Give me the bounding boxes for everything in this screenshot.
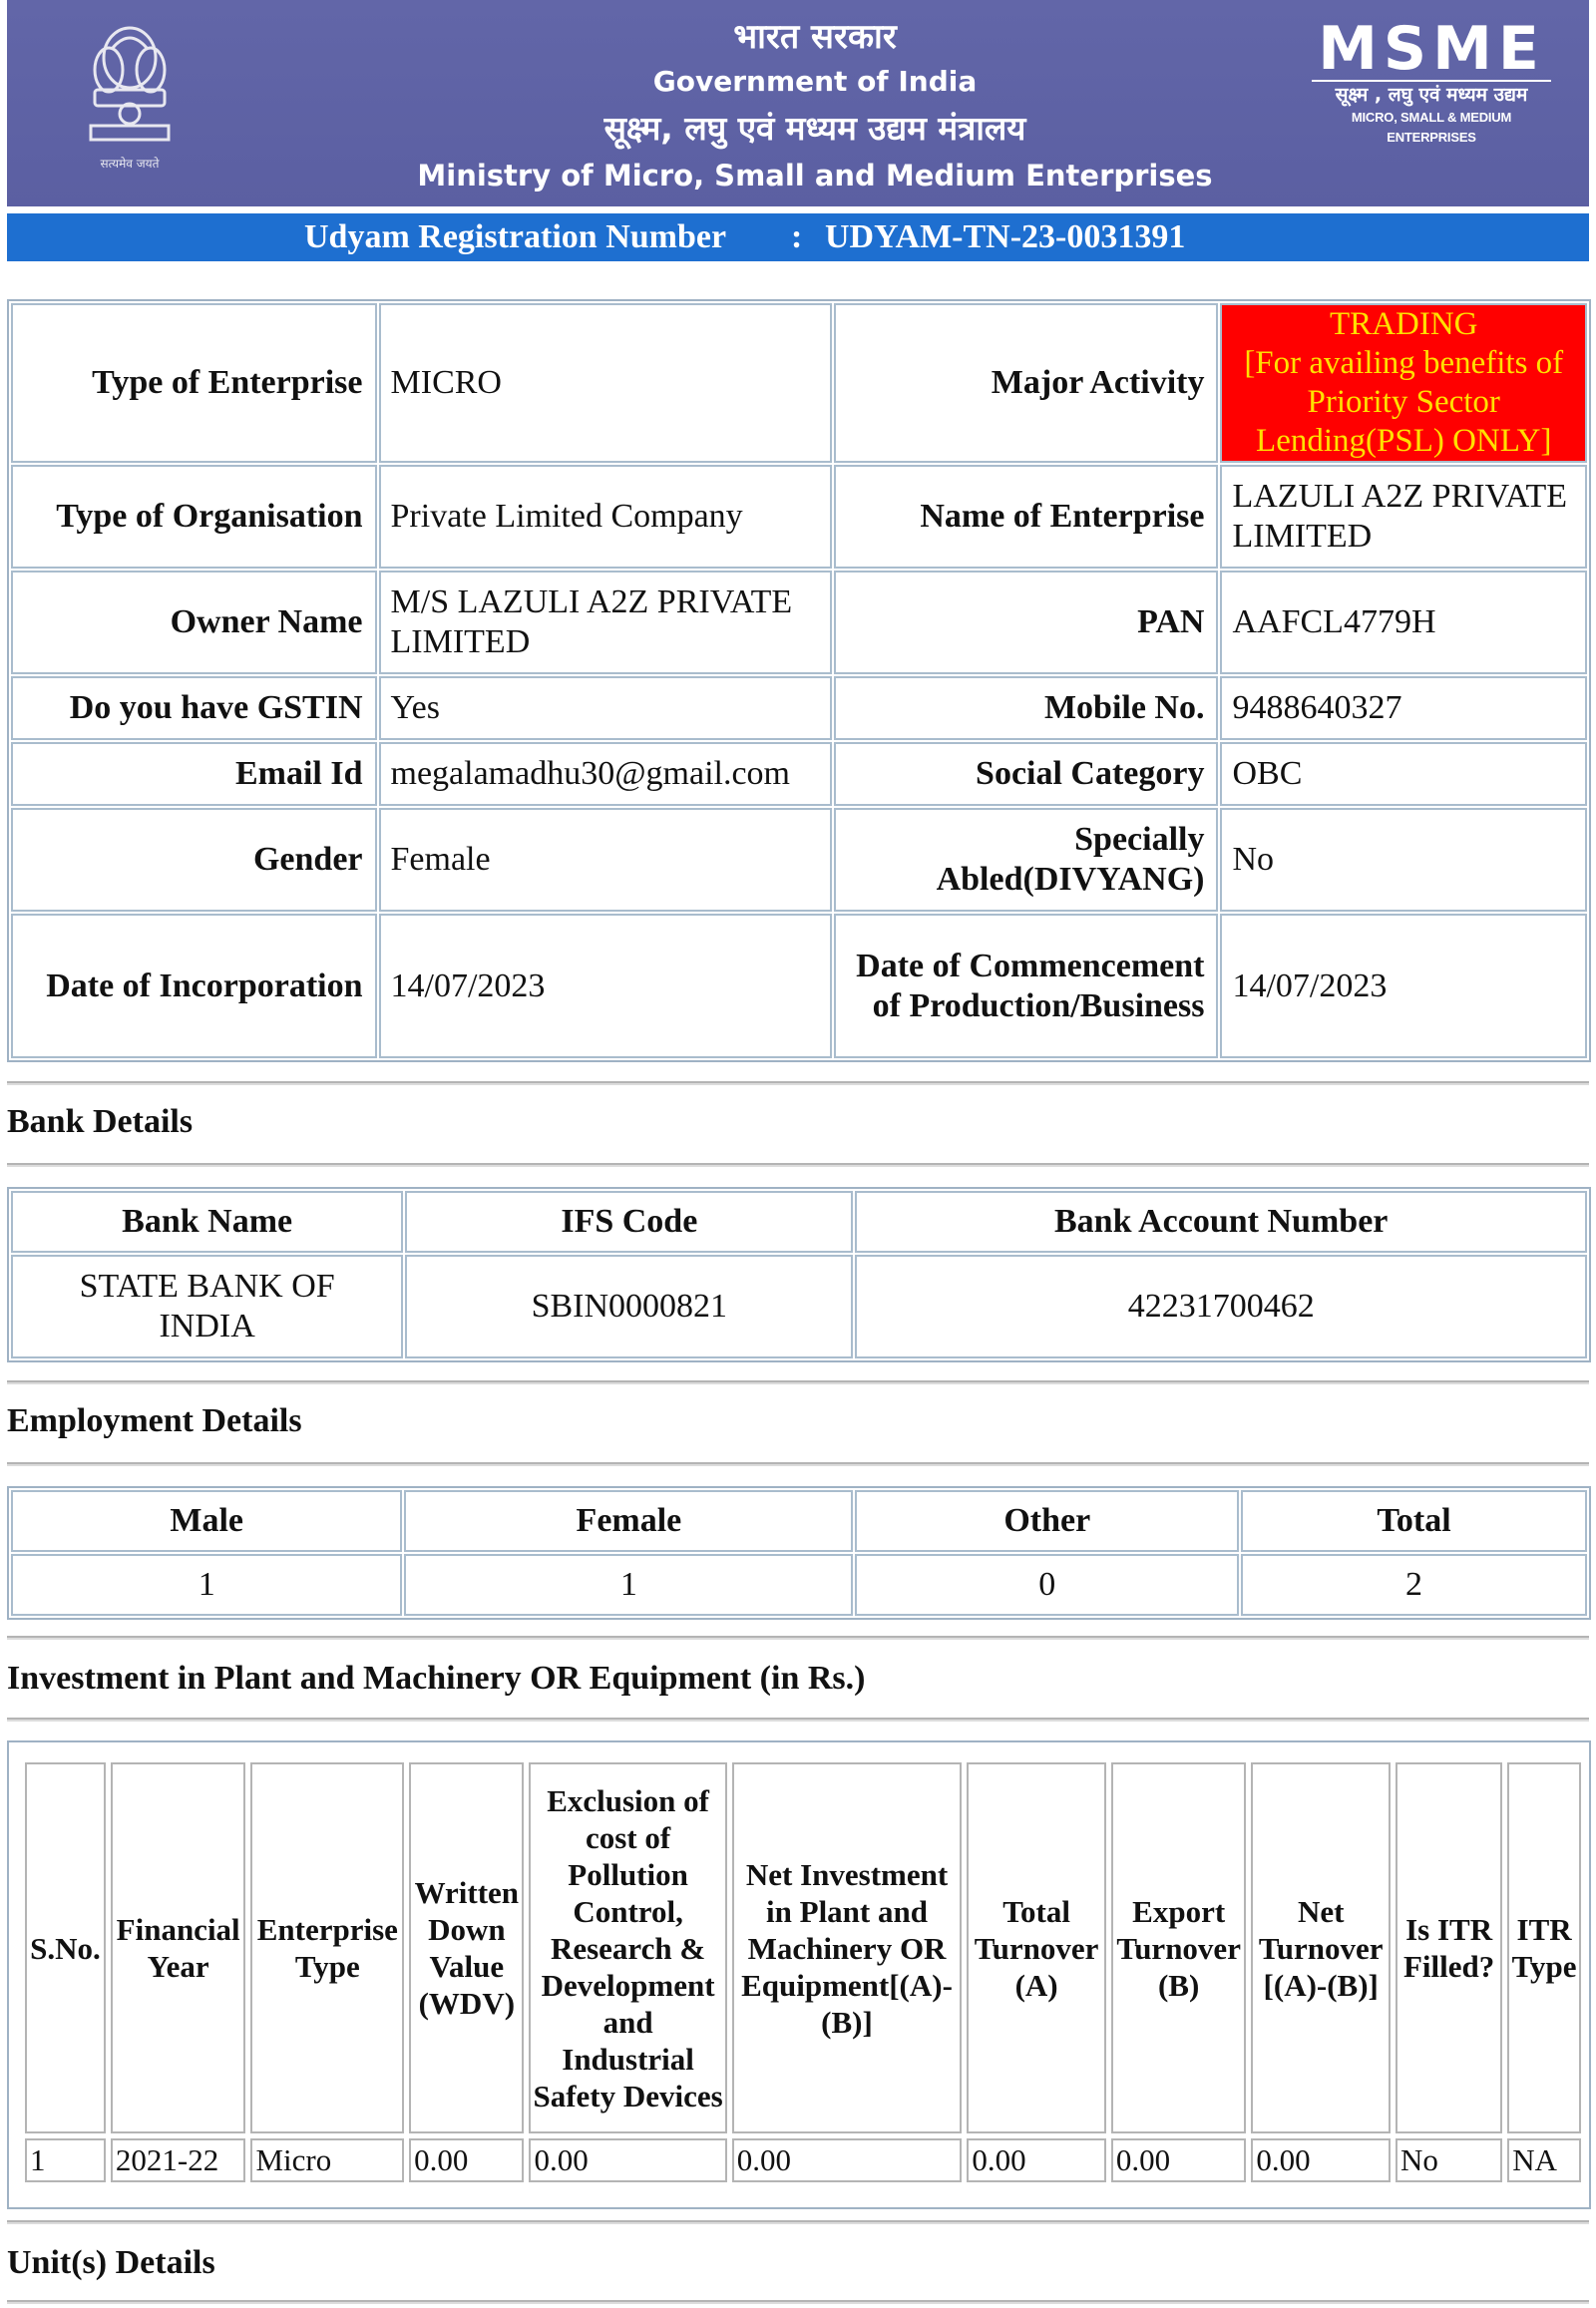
total-turnover-header: Total Turnover (A) [967, 1762, 1106, 2133]
emblem-motto: सत्यमेव जयते [100, 157, 160, 171]
sno-value: 1 [25, 2138, 106, 2182]
table-row [11, 1554, 1587, 1616]
total-count: 2 [1241, 1554, 1587, 1616]
enterprise-details-table [7, 299, 1591, 1062]
incorporation-date-value: 14/07/2023 [379, 914, 833, 1058]
type-of-organisation-value: Private Limited Company [379, 465, 833, 569]
owner-name-label: Owner Name [11, 571, 377, 674]
registration-number-bar [7, 213, 1589, 261]
incorporation-date-label: Date of Incorporation [11, 914, 377, 1058]
enterprise-type-header: Enterprise Type [250, 1762, 404, 2133]
bank-details-title: Bank Details [7, 1103, 194, 1140]
net-investment-value: 0.00 [732, 2138, 963, 2182]
table-row [11, 914, 1587, 1058]
table-row [11, 742, 1587, 806]
divider [7, 1462, 1589, 1466]
major-activity-value [1220, 303, 1587, 463]
social-category-label: Social Category [834, 742, 1218, 806]
export-turnover-header: Export Turnover (B) [1111, 1762, 1247, 2133]
divider [7, 1718, 1589, 1722]
total-header: Total [1241, 1490, 1587, 1552]
male-count: 1 [11, 1554, 402, 1616]
net-turnover-value: 0.00 [1251, 2138, 1391, 2182]
net-turnover-header: Net Turnover [(A)-(B)] [1251, 1762, 1391, 2133]
ministry-title: Ministry of Micro, Small and Medium Enterprises [417, 159, 1213, 192]
divider [7, 1163, 1589, 1167]
ministry-title-block [406, 14, 1224, 197]
email-label: Email Id [11, 742, 377, 806]
name-of-enterprise-value: LAZULI A2Z PRIVATE LIMITED [1220, 465, 1587, 569]
gstin-label: Do you have GSTIN [11, 676, 377, 740]
registration-label: Udyam Registration Number [304, 218, 727, 255]
table-row [11, 571, 1587, 674]
commencement-date-value: 14/07/2023 [1220, 914, 1587, 1058]
header-banner [7, 0, 1589, 206]
table-header-row [25, 1762, 1581, 2133]
gender-label: Gender [11, 808, 377, 912]
gender-value: Female [379, 808, 833, 912]
divider [7, 1380, 1589, 1384]
investment-title: Investment in Plant and Machinery OR Equipment (in Rs.) [7, 1660, 866, 1697]
govt-title: Government of India [652, 65, 978, 98]
male-header: Male [11, 1490, 402, 1552]
divider [7, 1081, 1589, 1085]
type-of-enterprise-label: Type of Enterprise [11, 303, 377, 463]
female-count: 1 [404, 1554, 853, 1616]
table-row [11, 1255, 1587, 1358]
bank-name-value: STATE BANK OF INDIA [11, 1255, 403, 1358]
account-number-header: Bank Account Number [855, 1191, 1587, 1253]
msme-logo [1306, 14, 1557, 145]
type-of-organisation-label: Type of Organisation [11, 465, 377, 569]
divyang-value: No [1220, 808, 1587, 912]
msme-english-text: MICRO, SMALL & MEDIUM ENTERPRISES [1351, 110, 1512, 145]
wdv-value: 0.00 [409, 2138, 524, 2182]
mobile-label: Mobile No. [834, 676, 1218, 740]
national-emblem-icon [75, 18, 185, 178]
ifs-code-value: SBIN0000821 [405, 1255, 853, 1358]
divider [7, 2220, 1589, 2224]
itr-filed-header: Is ITR Filled? [1396, 1762, 1502, 2133]
pan-label: PAN [834, 571, 1218, 674]
total-turnover-value: 0.00 [967, 2138, 1106, 2182]
pan-value: AAFCL4779H [1220, 571, 1587, 674]
enterprise-type-value: Micro [250, 2138, 404, 2182]
financial-year-value: 2021-22 [111, 2138, 246, 2182]
major-activity-text: TRADING [1330, 306, 1478, 342]
table-header-row [11, 1191, 1587, 1253]
unit-details-title: Unit(s) Details [7, 2244, 215, 2281]
name-of-enterprise-label: Name of Enterprise [834, 465, 1218, 569]
itr-type-value: NA [1507, 2138, 1581, 2182]
psl-note: [For availing benefits of Priority Sector Lending(PSL) ONLY] [1244, 345, 1564, 459]
table-row [25, 2138, 1581, 2182]
msme-hindi-text: सूक्ष्म , लघु एवं मध्यम उद्यम [1335, 84, 1528, 106]
registration-number: UDYAM-TN-23-0031391 [825, 218, 1186, 255]
financial-year-header: Financial Year [111, 1762, 246, 2133]
table-row [11, 465, 1587, 569]
itr-filed-value: No [1396, 2138, 1502, 2182]
msme-wordmark: MSME [1318, 14, 1545, 84]
table-row [11, 303, 1587, 463]
exclusion-cost-value: 0.00 [529, 2138, 726, 2182]
female-header: Female [404, 1490, 853, 1552]
employment-details-title: Employment Details [7, 1402, 302, 1439]
hindi-ministry-title: सूक्ष्म, लघु एवं मध्यम उद्यम मंत्रालय [603, 109, 1026, 148]
export-turnover-value: 0.00 [1111, 2138, 1247, 2182]
investment-table [20, 1757, 1586, 2187]
ifs-code-header: IFS Code [405, 1191, 853, 1253]
divyang-label: Specially Abled(DIVYANG) [834, 808, 1218, 912]
type-of-enterprise-value: MICRO [379, 303, 833, 463]
account-number-value: 42231700462 [855, 1255, 1587, 1358]
wdv-header: Written Down Value (WDV) [409, 1762, 524, 2133]
exclusion-cost-header: Exclusion of cost of Pollution Control, Research & Development and Industrial Safety Devices [529, 1762, 726, 2133]
table-header-row [11, 1490, 1587, 1552]
divider [7, 1636, 1589, 1640]
registration-separator: : [791, 218, 803, 255]
owner-name-value: M/S LAZULI A2Z PRIVATE LIMITED [379, 571, 833, 674]
gstin-value: Yes [379, 676, 833, 740]
mobile-value: 9488640327 [1220, 676, 1587, 740]
bank-details-table [7, 1187, 1591, 1362]
table-row [11, 808, 1587, 912]
net-investment-header: Net Investment in Plant and Machinery OR Equipment[(A)-(B)] [732, 1762, 963, 2133]
itr-type-header: ITR Type [1507, 1762, 1581, 2133]
other-count: 0 [855, 1554, 1239, 1616]
employment-details-table [7, 1486, 1591, 1620]
social-category-value: OBC [1220, 742, 1587, 806]
major-activity-label: Major Activity [834, 303, 1218, 463]
bank-name-header: Bank Name [11, 1191, 403, 1253]
hindi-govt-title: भारत सरकार [733, 17, 897, 57]
table-row [11, 676, 1587, 740]
commencement-date-label: Date of Commencement of Production/Business [834, 914, 1218, 1058]
sno-header: S.No. [25, 1762, 106, 2133]
email-value: megalamadhu30@gmail.com [379, 742, 833, 806]
other-header: Other [855, 1490, 1239, 1552]
divider [7, 2300, 1589, 2304]
